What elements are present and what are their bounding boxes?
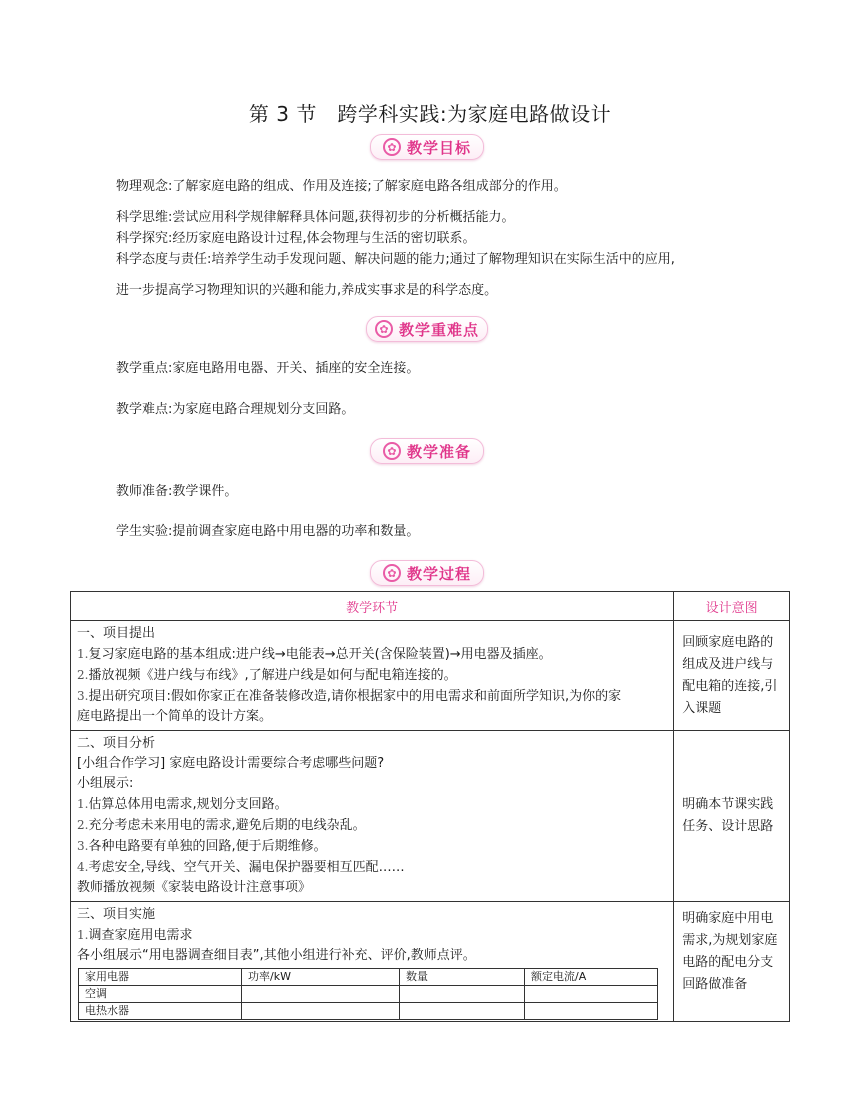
stage-cell — [71, 731, 674, 902]
objective-attitude: 科学态度与责任:培养学生动手发现问题、解决问题的能力;通过了解物理知识在实际生活中的应用, — [116, 252, 675, 267]
teacher-video: 教师播放视频《家装电路设计注意事项》 — [77, 880, 312, 895]
appliance-name: 电热水器 — [79, 1003, 242, 1020]
col-quantity: 数量 — [400, 969, 525, 986]
teaching-process-table — [70, 591, 790, 1022]
objective-thinking: 科学思维:尝试应用科学规律解释具体问题,获得初步的分析概括能力。 — [116, 210, 515, 225]
list-item: 1.调查家庭用电需求 — [77, 928, 193, 943]
empty-cell[interactable] — [525, 1003, 658, 1020]
list-item: 1.估算总体用电需求,规划分支回路。 — [77, 797, 288, 812]
list-item: 2.播放视频《进户线与布线》,了解进户线是如何与配电箱连接的。 — [77, 668, 457, 683]
table-row — [71, 902, 790, 1022]
stage-heading: 三、项目实施 — [77, 907, 156, 922]
empty-cell[interactable] — [242, 986, 400, 1003]
col-rated-current: 额定电流/A — [525, 969, 658, 986]
list-item: 3.各种电路要有单独的回路,便于后期维修。 — [77, 839, 327, 854]
key-point-focus: 教学重点:家庭电路用电器、开关、插座的安全连接。 — [116, 361, 420, 376]
badge-label: 教学目标 — [406, 138, 471, 157]
stage-cell — [71, 902, 674, 1022]
objective-physics: 物理观念:了解家庭电路的组成、作用及连接;了解家庭电路各组成部分的作用。 — [116, 179, 567, 194]
group-task: [小组合作学习] 家庭电路设计需要综合考虑哪些问题? — [77, 756, 385, 771]
empty-cell[interactable] — [400, 986, 525, 1003]
inner-header-row — [79, 969, 658, 986]
header-design-intent: 设计意图 — [674, 592, 790, 621]
stage-heading: 一、项目提出 — [77, 626, 156, 641]
badge-label: 教学准备 — [406, 442, 471, 461]
prep-student: 学生实验:提前调查家庭电路中用电器的功率和数量。 — [116, 524, 420, 539]
list-item-cont: 庭电路提出一个简单的设计方案。 — [77, 709, 273, 724]
stage-cell — [71, 621, 674, 731]
list-item: 2.充分考虑未来用电的需求,避免后期的电线杂乱。 — [77, 818, 366, 833]
intent-cell: 明确家庭中用电需求,为规划家庭电路的配电分支回路做准备 — [674, 902, 790, 1022]
stage-heading: 二、项目分析 — [77, 736, 156, 751]
list-item: 4.考虑安全,导线、空气开关、漏电保护器要相互匹配…… — [77, 860, 405, 875]
section-badge-process — [370, 560, 484, 586]
appliance-survey-table — [78, 968, 658, 1020]
col-appliance: 家用电器 — [79, 969, 242, 986]
group-show: 小组展示: — [77, 776, 134, 791]
objective-inquiry: 科学探究:经历家庭电路设计过程,体会物理与生活的密切联系。 — [116, 231, 476, 246]
inner-row — [79, 1003, 658, 1020]
survey-desc: 各小组展示“用电器调查细目表”,其他小组进行补充、评价,教师点评。 — [77, 948, 476, 963]
table-header-row — [71, 592, 790, 621]
page-title: 第 3 节 跨学科实践:为家庭电路做设计 — [248, 102, 612, 126]
table-row — [71, 731, 790, 902]
list-item: 1.复习家庭电路的基本组成:进户线→电能表→总开关(含保险装置)→用电器及插座。 — [77, 647, 552, 662]
objective-attitude-cont: 进一步提高学习物理知识的兴趣和能力,养成实事求是的科学态度。 — [116, 283, 498, 298]
section-badge-key-points — [366, 316, 488, 342]
appliance-name: 空调 — [79, 986, 242, 1003]
table-row — [71, 621, 790, 731]
prep-teacher: 教师准备:教学课件。 — [116, 484, 238, 499]
empty-cell[interactable] — [242, 1003, 400, 1020]
empty-cell[interactable] — [400, 1003, 525, 1020]
flower-icon: ✿ — [375, 320, 393, 338]
key-point-difficulty: 教学难点:为家庭电路合理规划分支回路。 — [116, 402, 355, 417]
badge-label: 教学重难点 — [398, 320, 479, 339]
flower-icon: ✿ — [383, 564, 401, 582]
empty-cell[interactable] — [525, 986, 658, 1003]
section-badge-preparation — [370, 438, 484, 464]
flower-icon: ✿ — [383, 442, 401, 460]
col-power: 功率/kW — [242, 969, 400, 986]
intent-cell: 回顾家庭电路的组成及进户线与配电箱的连接,引入课题 — [674, 621, 790, 731]
header-teaching-stage: 教学环节 — [71, 592, 674, 621]
intent-cell: 明确本节课实践任务、设计思路 — [674, 731, 790, 902]
badge-label: 教学过程 — [406, 564, 471, 583]
flower-icon: ✿ — [383, 138, 401, 156]
list-item: 3.提出研究项目:假如你家正在准备装修改造,请你根据家中的用电需求和前面所学知识,为你的家 — [77, 689, 622, 704]
section-badge-objectives — [370, 134, 484, 160]
inner-row — [79, 986, 658, 1003]
